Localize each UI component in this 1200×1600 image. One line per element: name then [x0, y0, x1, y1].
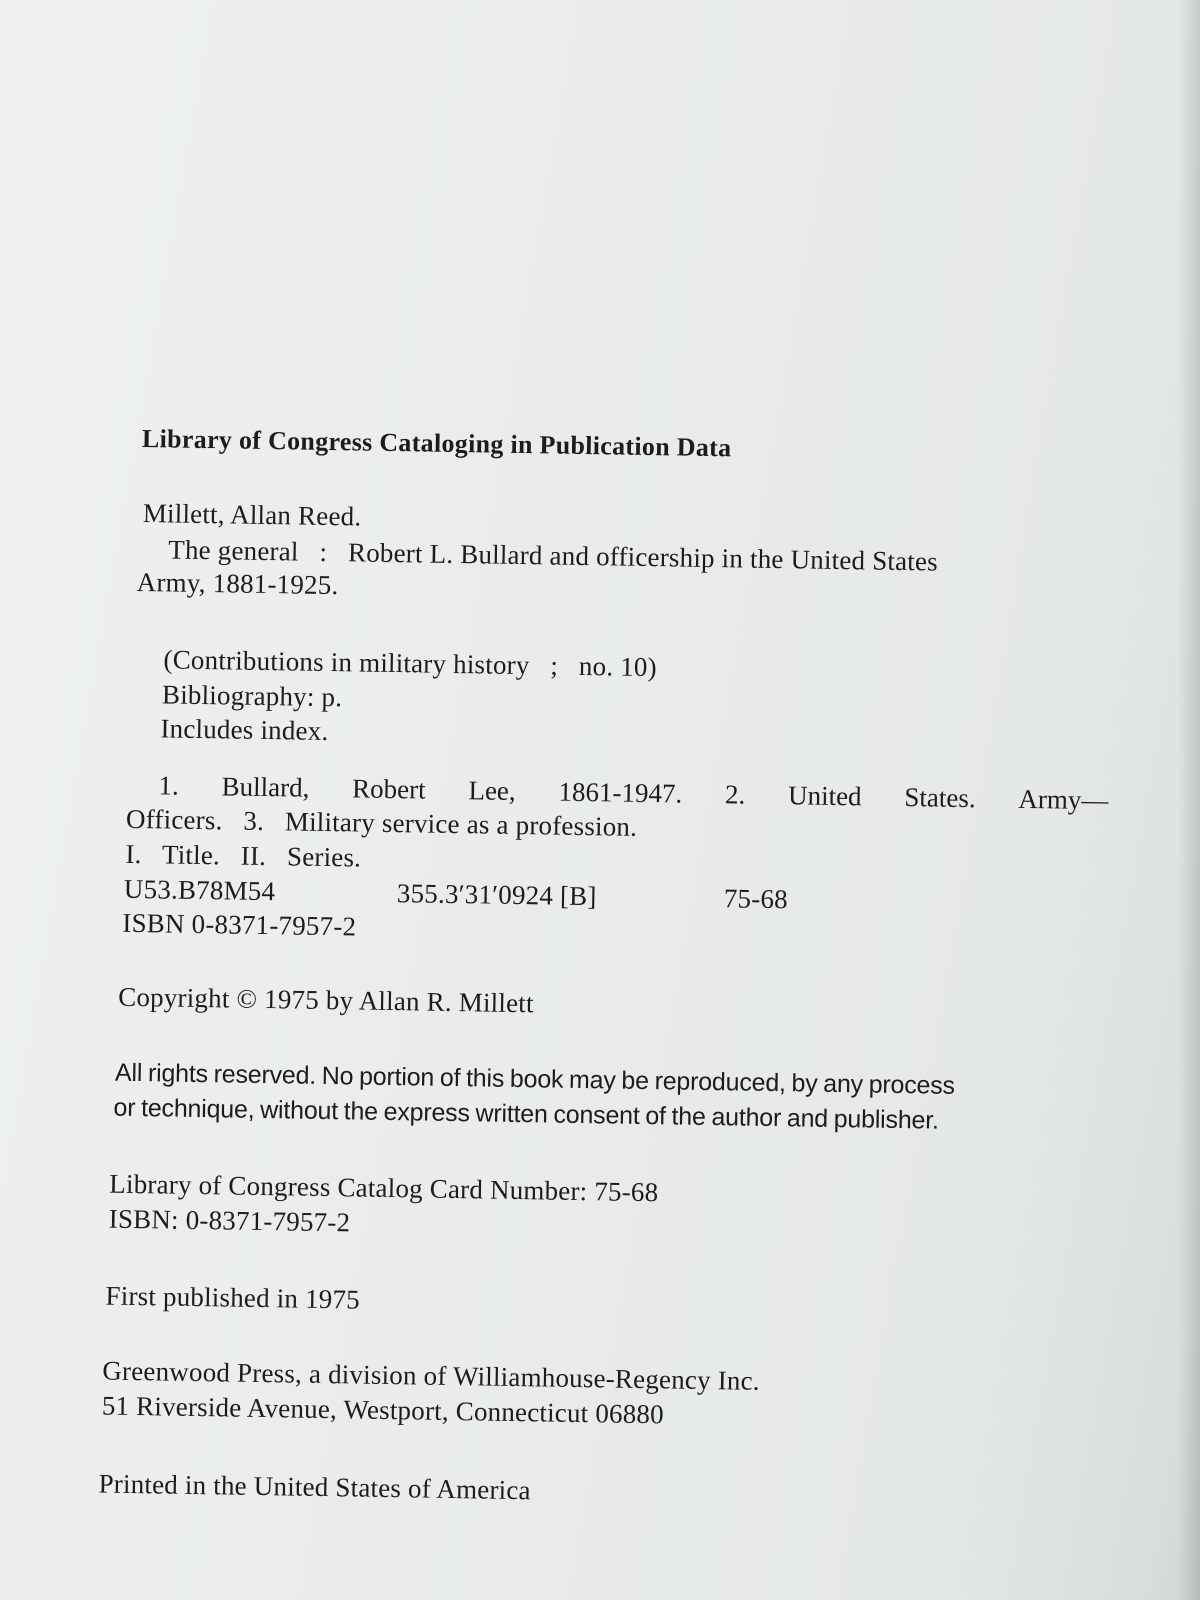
subject-word: States.	[904, 782, 976, 814]
catalog-isbn: ISBN: 0-8371-7957-2	[108, 1203, 351, 1238]
cip-bibliography-note: Bibliography: p.	[161, 679, 343, 713]
subject-word: Army—	[1018, 783, 1109, 816]
publisher-name: Greenwood Press, a division of Williamhouse-Regency Inc.	[102, 1355, 761, 1396]
cip-heading: Library of Congress Cataloging in Publication Data	[141, 424, 732, 463]
cip-added-entries: I. Title. II. Series.	[125, 838, 362, 873]
printed-in: Printed in the United States of America	[98, 1468, 532, 1506]
rights-line-1: All rights reserved. No portion of this book may be reproduced, by any process	[114, 1058, 956, 1100]
publisher-address: 51 Riverside Avenue, Westport, Connecticut 06880	[101, 1390, 665, 1430]
subject-word: 1861-1947.	[558, 776, 683, 809]
cip-call-number: U53.B78M54	[123, 873, 276, 907]
rights-line-2: or technique, without the express written consent of the author and publisher.	[113, 1093, 939, 1135]
cip-lccn: 75-68	[723, 883, 789, 915]
cip-subjects-line-2: Officers. 3. Military service as a profession.	[125, 803, 638, 842]
subject-word: 2.	[724, 779, 746, 810]
cip-author: Millett, Allan Reed.	[142, 498, 362, 532]
subject-word: Bullard,	[221, 771, 310, 803]
first-published: First published in 1975	[105, 1280, 361, 1315]
cip-dewey-number: 355.3′31′0924 [B]	[396, 878, 597, 912]
catalog-card-number: Library of Congress Catalog Card Number: 75-68	[109, 1168, 659, 1208]
cip-title-line-2: Army, 1881-1925.	[136, 566, 339, 601]
cip-isbn: ISBN 0-8371-7957-2	[122, 907, 357, 942]
cip-series-note: (Contributions in military history ; no. 10)	[163, 644, 658, 683]
subject-word: 1.	[158, 770, 180, 801]
subject-word: Lee,	[468, 775, 516, 806]
subject-word: United	[787, 780, 862, 812]
cip-title-line-1: The general : Robert L. Bullard and officership in the United States	[168, 534, 939, 577]
cip-index-note: Includes index.	[160, 713, 329, 746]
subject-word: Robert	[351, 773, 426, 805]
copyright-notice: Copyright © 1975 by Allan R. Millett	[118, 981, 534, 1019]
